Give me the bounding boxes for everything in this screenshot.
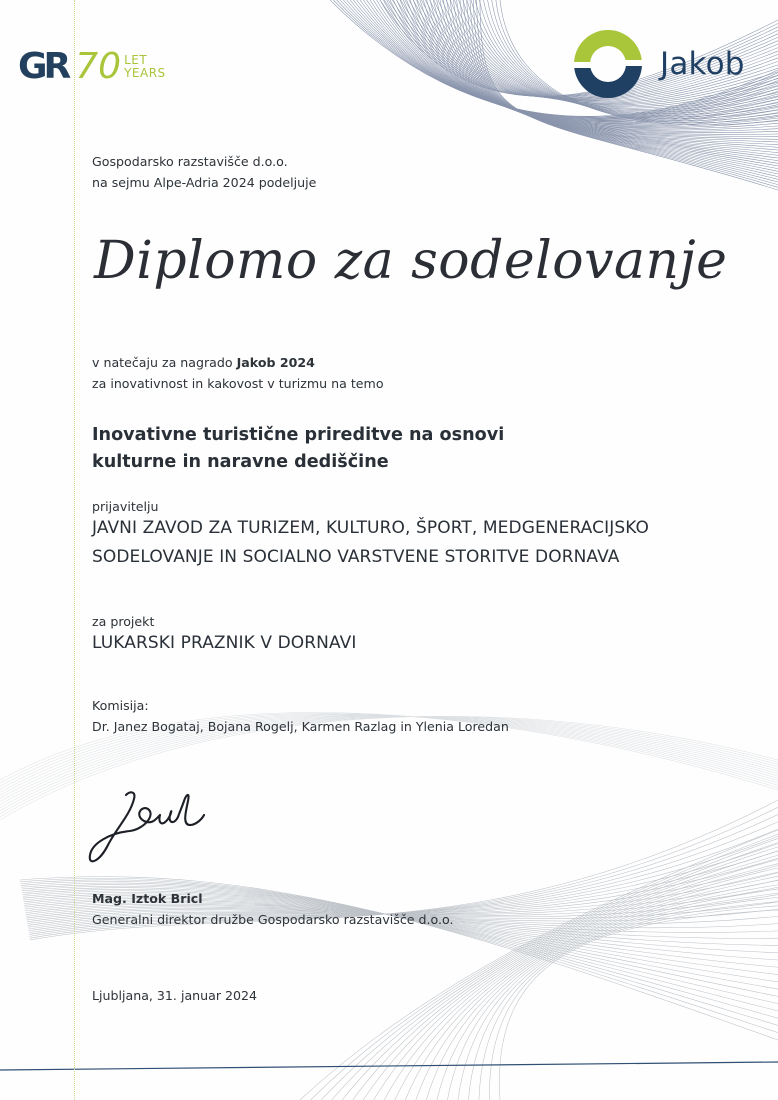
applicant-line-1: JAVNI ZAVOD ZA TURIZEM, KULTURO, ŠPORT, MEDGENERACIJSKO	[92, 518, 650, 538]
commission-label: Komisija:	[92, 698, 149, 713]
award-block	[92, 352, 384, 394]
diploma-title: Diplomo za sodelovanje	[94, 231, 728, 291]
guilloche-line	[321, 838, 778, 1100]
signatory-name: Mag. Iztok Bricl	[92, 891, 203, 906]
handwritten-signature	[86, 785, 216, 877]
signatory-block	[92, 888, 454, 930]
intro-line-1: Gospodarsko razstavišče d.o.o.	[92, 154, 288, 169]
guilloche-line	[489, 906, 778, 1100]
guilloche-line	[499, 910, 778, 1100]
project-label: za projekt	[92, 614, 155, 629]
dotted-margin-line	[74, 0, 75, 1100]
theme-line-2: kulturne in naravne dediščine	[92, 452, 389, 472]
applicant-block	[92, 514, 649, 572]
gr-let-years	[124, 54, 166, 80]
guilloche-line	[300, 830, 778, 1100]
applicant-line-2: SODELOVANJE IN SOCIALNO VARSTVENE STORITVE DORNAVA	[92, 547, 620, 567]
jakob-logo-icon	[570, 26, 646, 102]
guilloche-line	[479, 902, 778, 1100]
jakob-wordmark: Jakob	[660, 46, 745, 82]
applicant-label: prijavitelju	[92, 499, 159, 514]
guilloche-line	[447, 889, 778, 1100]
gr-70-years-logo	[18, 44, 166, 90]
award-name: Jakob 2024	[236, 355, 315, 370]
intro-block	[92, 151, 316, 193]
gr-years-text: YEARS	[124, 66, 166, 80]
guilloche-line	[332, 843, 778, 1100]
guilloche-line	[468, 897, 778, 1100]
guilloche-line	[416, 876, 778, 1100]
signatory-role: Generalni direktor družbe Gospodarsko razstavišče d.o.o.	[92, 912, 454, 927]
commission-block	[92, 695, 509, 737]
gr-logo-mark: GR	[18, 46, 68, 87]
award-prefix: v natečaju za nagrado	[92, 355, 237, 370]
intro-line-2: na sejmu Alpe-Adria 2024 podeljuje	[92, 175, 317, 190]
jakob-logo	[570, 26, 745, 102]
theme-block	[92, 422, 504, 476]
guilloche-line	[405, 872, 778, 1100]
award-line-1	[92, 352, 384, 373]
award-line-2: za inovativnost in kakovost v turizmu na temo	[92, 376, 384, 391]
guilloche-line	[426, 881, 778, 1100]
place-date: Ljubljana, 31. januar 2024	[92, 988, 258, 1003]
project-name: LUKARSKI PRAZNIK V DORNAVI	[92, 633, 357, 653]
guilloche-line	[342, 847, 778, 1100]
guilloche-line	[311, 834, 778, 1100]
guilloche-line	[437, 885, 778, 1100]
gr-years-number: 70	[75, 46, 122, 87]
gr-let-text: LET	[124, 53, 148, 67]
guilloche-line	[458, 893, 778, 1100]
commission-members: Dr. Janez Bogataj, Bojana Rogelj, Karmen Razlag in Ylenia Loredan	[92, 719, 509, 734]
theme-line-1: Inovativne turistične prireditve na osnovi	[92, 425, 505, 445]
